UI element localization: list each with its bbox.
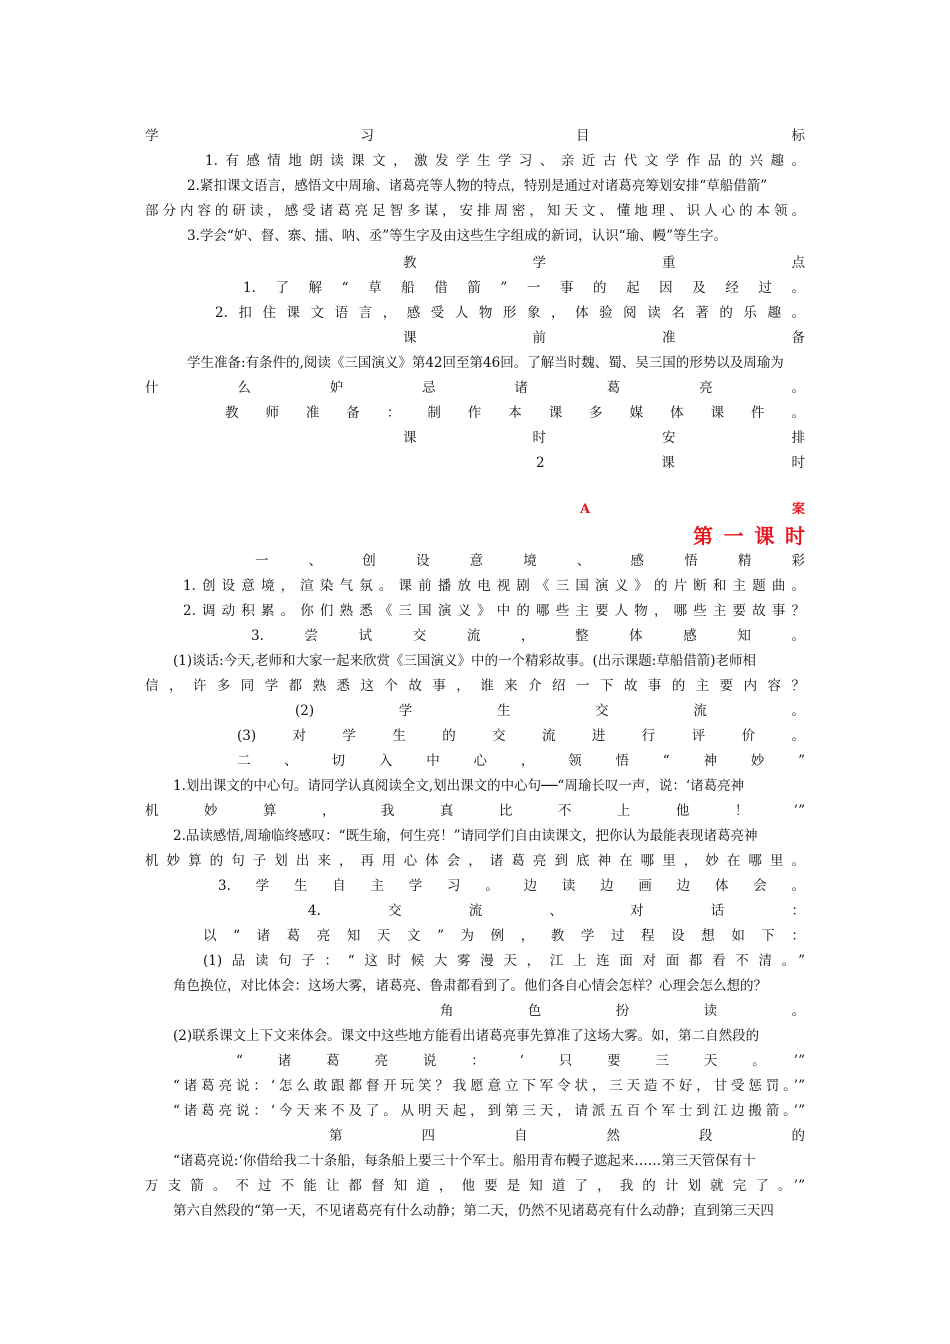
step-1-3-a-line-1: (1)谈话:今天,老师和大家一起来欣赏《三国演义》中的一个精彩故事。(出示课题:草船借箭)老师相 — [173, 653, 757, 669]
heading-preparation: 课前准备 — [403, 330, 805, 346]
paragraph-6-line: 第六自然段的“第一天，不见诸葛亮有什么动静；第二天，仍然不见诸葛亮有什么动静；直到第三天四 — [173, 1203, 774, 1219]
step-2-1-line-1: 1.划出课文的中心句。请同学认真阅读全文,划出课文的中心句──“周瑜长叹一声，说：‘诸葛亮神 — [173, 778, 745, 794]
step-2-4-b: (2)联系课文上下文来体会。课文中这些地方能看出诸葛亮事先算准了这场大雾。如，第二自然段的 — [173, 1028, 760, 1044]
step-2-4-a-roleplay: 角色扮读。 — [440, 1003, 805, 1019]
student-prep-line-2: 什么妒忌诸葛亮。 — [145, 380, 805, 396]
quote-2: “诸葛亮说：‘怎么敢跟都督开玩笑？我愿意立下军令状，三天造不好，甘受惩罚。’” — [173, 1078, 805, 1094]
lesson-1-title: 第一课时 — [693, 524, 805, 548]
quote-1: “诸葛亮说：‘只要三天。’” — [236, 1053, 805, 1069]
teacher-prep: 教师准备：制作本课多媒体课件。 — [225, 405, 805, 421]
quote-3: “诸葛亮说：‘今天来不及了。从明天起，到第三天，请派五百个军士到江边搬箭。’” — [173, 1103, 805, 1119]
step-2-3: 3.学生自主学习。边读边画边体会。 — [218, 878, 805, 894]
step-1-2: 2.调动积累。你们熟悉《三国演义》中的哪些主要人物，哪些主要故事？ — [183, 603, 805, 619]
quote-4-line-1: “诸葛亮说:‘你借给我二十条船，每条船上要三十个军士。船用青布幔子遮起来……第三天管保有十 — [173, 1153, 756, 1169]
schedule-value: 2课时 — [536, 455, 805, 471]
step-1-3-b: (2)学生交流。 — [295, 703, 805, 719]
quote-4-line-2: 万支箭。不过不能让都督知道，他要是知道了，我的计划就完了。’” — [145, 1178, 805, 1194]
goal-1: 1.有感情地朗读课文，激发学生学习、亲近古代文学作品的兴趣。 — [205, 153, 805, 169]
step-2-4: 4.交流、对话： — [308, 903, 805, 919]
step-1-3: 3.尝试交流，整体感知。 — [251, 628, 805, 644]
focus-2: 2.扣住课文语言，感受人物形象，体验阅读名著的乐趣。 — [215, 305, 805, 321]
step-2-4-a: (1)品读句子：“这时候大雾漫天，江上连面对面都看不清。” — [203, 953, 805, 969]
paragraph-4-label: 第四自然段的 — [329, 1128, 805, 1144]
heading-learning-goals: 学习目标 — [145, 128, 805, 144]
step-2-2-line-2: 机妙算的句子划出来，再用心体会，诸葛亮到底神在哪里，妙在哪里。 — [145, 853, 805, 869]
step-1-3-c: (3)对学生的交流进行评价。 — [237, 728, 805, 744]
goal-2-line-1: 2.紧扣课文语言，感悟文中周瑜、诸葛亮等人物的特点，特别是通过对诸葛亮筹划安排“草船借箭” — [187, 178, 768, 194]
step-1-1: 1.创设意境，渲染气氛。课前播放电视剧《三国演义》的片断和主题曲。 — [183, 578, 805, 594]
goal-2-line-2: 部分内容的研读，感受诸葛亮足智多谋，安排周密，知天文、懂地理、识人心的本领。 — [145, 203, 805, 219]
step-2-1-line-2: 机妙算，我真比不上他！’” — [145, 803, 805, 819]
goal-3: 3.学会“妒、督、寨、擂、呐、丞”等生字及由这些生字组成的新词，认识“瑜、幔”等生字。 — [187, 228, 727, 244]
heading-teaching-focus: 教学重点 — [403, 255, 805, 271]
section-1-heading: 一、创设意境、感悟精彩 — [255, 553, 805, 569]
focus-1: 1.了解“草船借箭”一事的起因及经过。 — [243, 280, 805, 296]
section-2-heading: 二、切入中心，领悟“神妙” — [237, 753, 805, 769]
step-2-4-intro: 以“诸葛亮知天文”为例，教学过程设想如下： — [203, 928, 805, 944]
step-2-2-line-1: 2.品读感悟,周瑜临终感叹：“既生瑜，何生亮！”请同学们自由读课文，把你认为最能表现诸葛亮神 — [173, 828, 758, 844]
step-2-4-a-note: 角色换位，对比体会：这场大雾，诸葛亮、鲁肃都看到了。他们各自心情会怎样？心理会怎么想的？ — [173, 978, 767, 994]
step-1-3-a-line-2: 信，许多同学都熟悉这个故事，谁来介绍一下故事的主要内容？ — [145, 678, 805, 694]
student-prep-line-1: 学生准备:有条件的,阅读《三国演义》第42回至第46回。了解当时魏、蜀、吴三国的形势以及周瑜为 — [187, 355, 784, 371]
plan-a-label: A案 — [580, 502, 805, 517]
heading-schedule: 课时安排 — [403, 430, 805, 446]
